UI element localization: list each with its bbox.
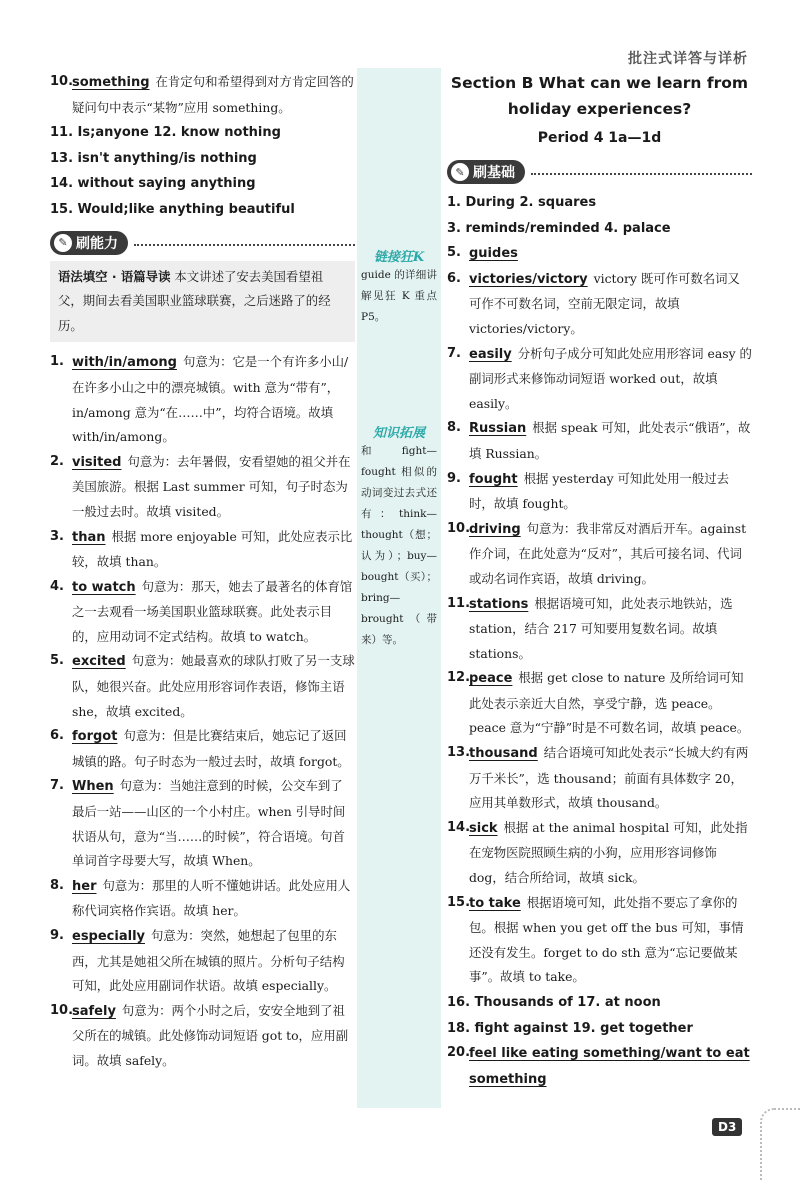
item-number: 15.	[447, 894, 471, 910]
answer-item	[50, 999, 355, 1074]
explanation-text: victory 既可作可数名词又可作不可数名词，空前无限定词，故填 victories/victory。	[469, 270, 740, 336]
item-number: 14.	[447, 819, 471, 835]
intro-text: 本文讲述了安去美国看望祖父，期间去看美国职业篮球联赛，之后迷路了的经历。	[58, 268, 331, 333]
answer-item	[50, 146, 355, 172]
item-number: 8.	[50, 877, 64, 893]
answer-item	[447, 517, 752, 592]
left-column	[50, 70, 355, 1074]
answer-item	[50, 774, 355, 873]
answer-item	[50, 70, 355, 120]
answer-item	[447, 1016, 752, 1042]
answer-text: forgot	[72, 729, 118, 745]
answer-item	[447, 816, 752, 891]
explanation-text: 根据 speak 可知，此处表示“俄语”，故填 Russian。	[469, 420, 751, 461]
item-number: 9.	[50, 928, 64, 943]
explanation-text: 根据语境可知，此处指不要忘了拿你的包。根据 when you get off the bus 可知，事情还没有发生。forget to do sth 意为“忘记要做某事”。故填 to take。	[469, 894, 744, 985]
knowledge-label: 知识拓展	[372, 426, 425, 441]
right-column	[447, 70, 752, 1092]
answer-item	[447, 241, 752, 267]
item-number: 10.	[50, 74, 74, 89]
explanation-text: 句意为：那里的人听不懂她讲话。此处应用人称代词宾格作宾语。故填 her。	[72, 877, 351, 919]
answer-line: 3. reminds/reminded 4. palace	[447, 220, 671, 236]
answer-line: 13. isn't anything/is nothing	[50, 150, 257, 166]
item-number: 6.	[50, 728, 64, 744]
answer-item	[50, 350, 355, 449]
answer-item	[447, 416, 752, 466]
explanation-text: 句意为：突然，她想起了包里的东西，尤其是她祖父所在城镇的照片。分析句子结构可知，此处应用副词作状语。故填 especially。	[72, 928, 345, 994]
right-answer-list	[447, 190, 752, 1092]
answer-item	[50, 874, 355, 924]
explanation-text: 结合语境可知此处表示“长城大约有两万千米长”，选 thousand；前面有具体数字 20，应用其单数形式，故填 thousand。	[469, 745, 749, 811]
answer-item	[50, 450, 355, 525]
answer-item	[447, 741, 752, 816]
book-icon: ✎	[54, 234, 72, 252]
item-number: 10.	[50, 1002, 74, 1018]
explanation-text: 句意为：当她注意到的时候，公交车到了最后一站——山区的一个小村庄。when 引导时间状语从句，意为“当……的时候”，符合语境。句首单词首字母要大写，故填 When。	[72, 778, 346, 869]
answer-line: 15. Would;like anything beautiful	[50, 201, 295, 217]
ability-badge: ✎ 刷能力	[50, 231, 128, 255]
answer-item	[50, 171, 355, 197]
answer-text: stations	[469, 596, 529, 612]
answer-text: safely	[72, 1003, 116, 1019]
explanation-text: 在肯定句和希望得到对方肯定回答的疑问句中表示“某物”应用 something。	[72, 74, 354, 115]
item-number: 8.	[447, 420, 461, 436]
item-number: 10.	[447, 520, 471, 536]
page-corner-decoration	[760, 1108, 800, 1180]
answer-item	[50, 724, 355, 774]
answer-text: her	[72, 878, 97, 894]
item-number: 20.	[447, 1045, 471, 1061]
explanation-text: 句意为：她最喜欢的球队打败了另一支球队，她很兴奋。此处应用形容词作表语，修饰主语 she，故填 excited。	[72, 653, 355, 719]
answer-text: feel like eating something/want to eat something	[469, 1046, 750, 1087]
answer-text: with/in/among	[72, 355, 177, 371]
item-number: 4.	[50, 578, 64, 594]
answer-text: visited	[72, 454, 122, 470]
answer-text: especially	[72, 929, 145, 944]
item-number: 7.	[447, 345, 461, 361]
answer-item	[447, 342, 752, 417]
explanation-text: 句意为：我非常反对酒后开车。against 作介词，在此处意为“反对”，其后可接名词、代词或动名词作宾语，故填 driving。	[469, 520, 747, 586]
intro-box	[50, 261, 355, 343]
page-number: D3	[712, 1118, 742, 1136]
item-number: 3.	[50, 528, 64, 544]
answer-item	[50, 197, 355, 223]
item-number: 11.	[447, 595, 471, 611]
link-label: 链接狂K	[373, 250, 425, 265]
explanation-text: 分析句子成分可知此处应用形容词 easy 的副词形式来修饰动词短语 worked out，故填 easily。	[469, 345, 752, 411]
item-number: 6.	[447, 270, 461, 286]
explanation-text: 句意为：它是一个有许多小山/在许多小山之中的漂亮城镇。with 意为“带有”，in/among 意为“在……中”，均符合语境。故填 with/in/among。	[72, 354, 349, 445]
basic-section-head	[447, 160, 752, 184]
answer-text: peace	[469, 671, 513, 687]
item-number: 9.	[447, 470, 461, 486]
intro-label: 语法填空 · 语篇导读	[58, 268, 171, 284]
item-number: 13.	[447, 745, 471, 761]
explanation-text: 句意为：那天，她去了最著名的体育馆之一去观看一场美国职业篮球联赛。此处表示目的，应用动词不定式结构。故填 to watch。	[72, 578, 353, 644]
margin-notes-column	[357, 68, 441, 1108]
answer-text: fought	[469, 471, 518, 487]
answer-item	[447, 190, 752, 216]
explanation-text: 句意为：但是比赛结束后，她忘记了返回城镇的路。句子时态为一般过去时，故填 forgot。	[72, 728, 350, 769]
period-title: Period 4 1a—1d	[537, 130, 662, 146]
answer-text: thousand	[469, 746, 538, 762]
answer-text: driving	[469, 521, 521, 537]
answer-item	[447, 891, 752, 990]
item-number: 1.	[50, 354, 64, 370]
answer-line: 16. Thousands of 17. at noon	[447, 995, 661, 1010]
header-title: 批注式详答与详析	[628, 51, 748, 67]
answer-text: to watch	[72, 579, 136, 595]
page-header	[0, 0, 800, 70]
answer-item	[447, 267, 752, 342]
explanation-text: 根据 at the animal hospital 可知，此处指在宠物医院照顾生病的小狗，应用形容词修饰 dog，结合所给词，故填 sick。	[469, 819, 748, 886]
link-note: guide 的详细讲解见狂 K 重点 P5。	[361, 269, 437, 323]
left-answer-list	[50, 350, 355, 1073]
explanation-text: 根据 get close to nature 及所给词可知此处表示亲近大自然，享受宁静，选 peace。peace 意为“宁静”时是不可数名词，故填 peace。	[469, 670, 750, 736]
answer-item	[50, 649, 355, 724]
answer-text: something	[72, 75, 150, 90]
explanation-text: 根据 more enjoyable 可知，此处应表示比较，故填 than。	[72, 528, 353, 570]
answer-text: When	[72, 779, 114, 795]
answer-text: to take	[469, 895, 521, 911]
dotted-divider	[531, 173, 752, 175]
answer-text: easily	[469, 346, 512, 362]
explanation-text: 根据语境可知，此处表示地铁站，选 station，结合 217 可知要用复数名词。故填 stations。	[469, 595, 733, 661]
answer-item	[50, 120, 355, 146]
answer-text: Russian	[469, 421, 527, 437]
answer-item	[50, 525, 355, 575]
answer-item	[447, 216, 752, 242]
item-number: 5.	[447, 245, 461, 261]
section-title: Section B What can we learn from holiday experiences?	[450, 74, 749, 118]
answer-item	[50, 924, 355, 999]
item-number: 5.	[50, 653, 64, 669]
answer-line: 1. During 2. squares	[447, 195, 597, 210]
answer-item	[447, 666, 752, 741]
answer-text: victories/victory	[469, 271, 588, 287]
answer-text: excited	[72, 654, 126, 670]
answer-line: 14. without saying anything	[50, 176, 256, 192]
answer-line: 18. fight against 19. get together	[447, 1020, 693, 1036]
basic-badge: ✎ 刷基础	[447, 160, 525, 184]
explanation-text: 句意为：两个小时之后，安安全地到了祖父所在的城镇。此处修饰动词短语 got to，应用副词。故填 safely。	[72, 1002, 349, 1068]
item-number: 7.	[50, 778, 64, 794]
answer-item	[447, 592, 752, 667]
answer-item	[447, 990, 752, 1016]
answer-item	[50, 575, 355, 650]
answer-text: guides	[469, 246, 518, 262]
answer-line: 11. Is;anyone 12. know nothing	[50, 125, 281, 141]
ability-section-head	[50, 231, 355, 255]
explanation-text: 根据 yesterday 可知此处用一般过去时，故填 fought。	[469, 470, 730, 512]
item-number: 12.	[447, 670, 471, 686]
answer-text: sick	[469, 820, 498, 836]
answer-item	[447, 467, 752, 517]
explanation-text: 句意为：去年暑假，安看望她的祖父并在美国旅游。根据 Last summer 可知，句子时态为一般过去时。故填 visited。	[72, 453, 351, 519]
answer-text: than	[72, 529, 106, 545]
answer-item	[447, 1041, 752, 1092]
item-number: 2.	[50, 453, 64, 469]
book-icon: ✎	[451, 163, 469, 181]
knowledge-note: 和 fight—fought 相似的动词变过去式还有：think—thought（想；认为）；buy—bought（买）；bring—brought（带来）等。	[361, 445, 437, 646]
left-top-answers	[50, 70, 355, 223]
dotted-divider	[134, 244, 355, 246]
